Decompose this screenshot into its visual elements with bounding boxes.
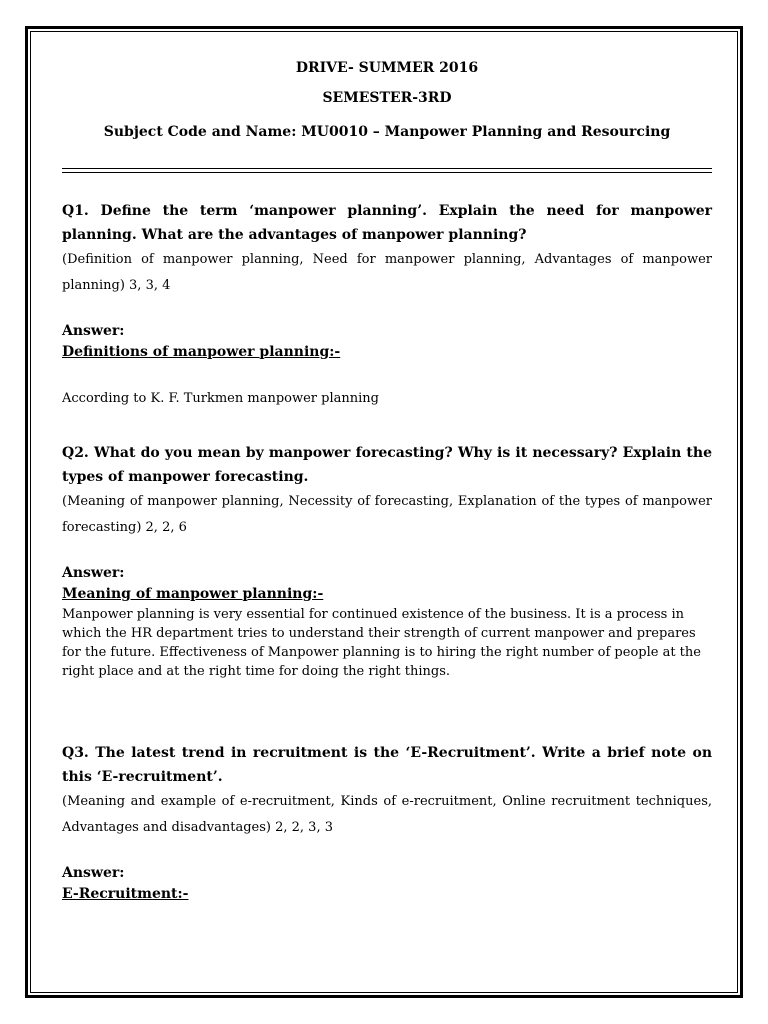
document-content	[62, 58, 712, 905]
question-block-2	[62, 441, 712, 681]
question-2-answer-label: Answer:	[62, 565, 125, 581]
question-3-marks: (Meaning and example of e-recruitment, Kinds of e-recruitment, Online recruitment techniques, Advantages and disadvantages) 2, 2, 3, 3	[62, 794, 712, 835]
question-block-1	[62, 199, 712, 408]
header-double-rule	[62, 168, 712, 173]
question-3-text: Q3. The latest trend in recruitment is the ‘E-Recruitment’. Write a brief note on this ‘E-recruitment’.	[62, 745, 712, 785]
question-1-subheading: Definitions of manpower planning:-	[62, 344, 341, 360]
question-1-answer-label: Answer:	[62, 323, 125, 339]
question-2-body: Manpower planning is very essential for continued existence of the business. It is a process in which the HR department tries to understand their strength of current manpower and prepares for the future. Effectiveness of Manpower planning is to hiring the right number of people at the right place and at the right time for doing the right things.	[62, 607, 701, 679]
question-1-text: Q1. Define the term ‘manpower planning’. Explain the need for manpower planning. What are the advantages of manpower planning?	[62, 203, 712, 243]
question-1-body: According to K. F. Turkmen manpower planning	[62, 391, 379, 406]
question-1-marks: (Definition of manpower planning, Need for manpower planning, Advantages of manpower planning) 3, 3, 4	[62, 252, 712, 293]
question-3-answer-label: Answer:	[62, 865, 125, 881]
question-2-subheading: Meaning of manpower planning:-	[62, 586, 324, 602]
question-2-text: Q2. What do you mean by manpower forecasting? Why is it necessary? Explain the types of manpower forecasting.	[62, 445, 712, 485]
question-block-3	[62, 741, 712, 905]
header-subject: Subject Code and Name: MU0010 – Manpower Planning and Resourcing	[103, 124, 671, 140]
header-drive: DRIVE- SUMMER 2016	[295, 60, 479, 76]
question-3-subheading: E-Recruitment:-	[62, 886, 189, 902]
header-semester: SEMESTER-3RD	[322, 90, 452, 106]
question-2-marks: (Meaning of manpower planning, Necessity of forecasting, Explanation of the types of manpower forecasting) 2, 2, 6	[62, 494, 712, 535]
